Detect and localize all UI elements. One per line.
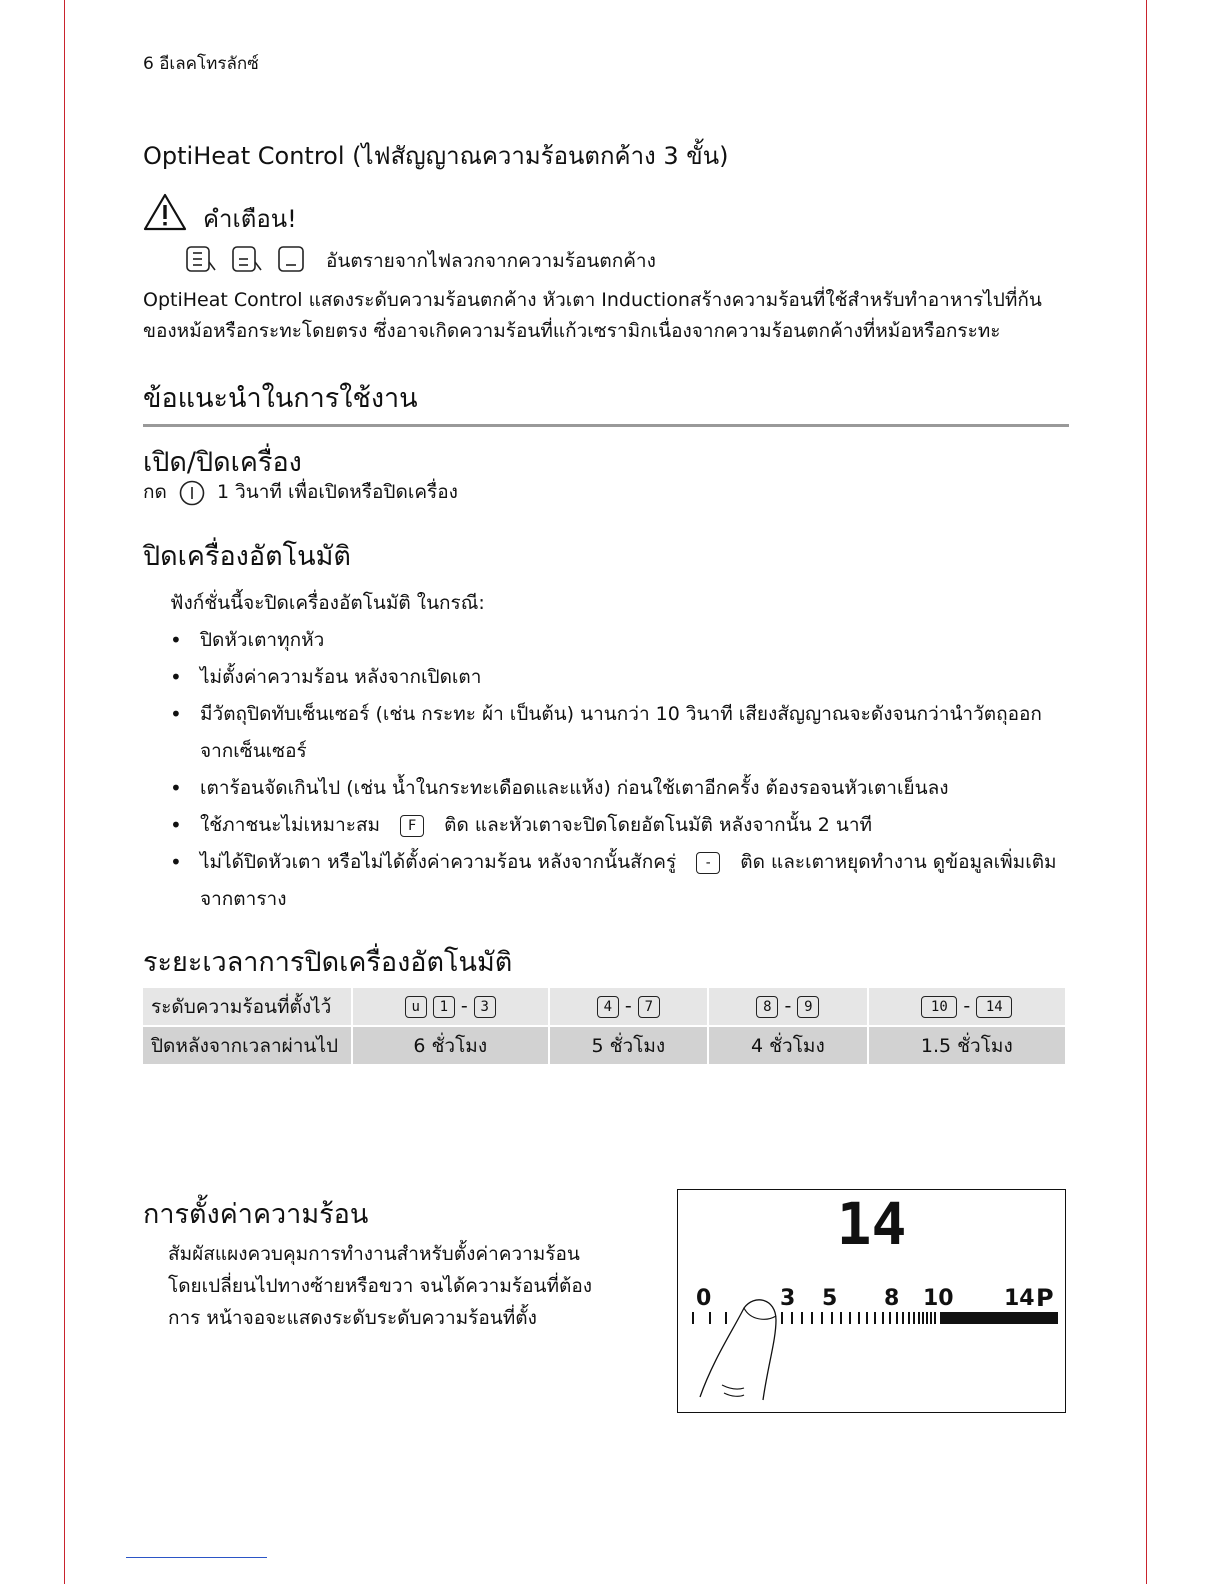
item5-before: ใช้ภาชนะไม่เหมาะสม xyxy=(200,814,381,836)
level-dash: - xyxy=(460,995,468,1018)
heat-readout: 14 xyxy=(836,1190,907,1258)
onoff-prefix: กด xyxy=(143,481,167,503)
level-cell xyxy=(869,988,1065,1025)
level-symbol: 14 xyxy=(976,996,1012,1018)
heat-line-1: สัมผัสแผงควบคุมการทำงานสำหรับตั้งค่าความร้อน xyxy=(168,1243,580,1265)
auto-off-table xyxy=(141,986,1067,1066)
row-label: ระดับความร้อนที่ตั้งไว้ xyxy=(143,988,351,1025)
level-cell xyxy=(353,988,548,1025)
list-item xyxy=(170,807,1070,844)
description-line-2: ของหม้อหรือกระทะโดยตรง ซึ่งอาจเกิดความร้อนที่แก้วเซรามิกเนื่องจากความร้อนตกค้างที่หม้อหรือกระทะ xyxy=(143,320,1001,342)
level-symbol: 9 xyxy=(797,996,819,1018)
level-cell xyxy=(709,988,867,1025)
onoff-text xyxy=(143,478,458,506)
autooff-title: ปิดเครื่องอัตโนมัติ xyxy=(143,541,351,572)
list-item: • มีวัตถุปิดทับเซ็นเซอร์ (เช่น กระทะ ผ้า เป็นต้น) นานกว่า 10 วินาที เสียงสัญญาณจะดังจนกว่านำวัตถุออกจากเซ็นเซอร์ xyxy=(170,696,1070,770)
page-number: 6 อีเลคโทรลักซ์ xyxy=(143,54,259,74)
autooff-list xyxy=(170,622,1070,918)
usage-title: ข้อแนะนำในการใช้งาน xyxy=(143,383,418,414)
heat-title: การตั้งค่าความร้อน xyxy=(143,1199,369,1230)
residual-heat-medium-icon xyxy=(233,247,261,271)
list-item: • เตาร้อนจัดเกินไป (เช่น น้ำในกระทะเดือดและแห้ง) ก่อนใช้เตาอีกครั้ง ต้องรอจนหัวเตาเย็นลง xyxy=(170,770,1070,807)
heat-line-2: โดยเปลี่ยนไปทางซ้ายหรือขวา จนได้ความร้อนที่ต้อง xyxy=(168,1275,593,1297)
level-dash: - xyxy=(784,995,792,1018)
power-button-icon xyxy=(177,480,207,506)
item5-after: ติด และหัวเตาจะปิดโดยอัตโนมัติ หลังจากนั้น 2 นาที xyxy=(444,814,873,836)
slider-fill xyxy=(940,1312,1058,1324)
time-cell: 4 ชั่วโมง xyxy=(709,1027,867,1064)
footer-line xyxy=(126,1557,267,1558)
residual-heat-indicators xyxy=(186,245,308,273)
slider-scale xyxy=(678,1190,1064,1411)
scale-label: 14 xyxy=(1004,1286,1035,1311)
list-item: • ไม่ตั้งค่าความร้อน หลังจากเปิดเตา xyxy=(170,659,1070,696)
indicator-text: อันตรายจากไฟลวกจากความร้อนตกค้าง xyxy=(326,250,656,272)
symbol-f-icon: F xyxy=(400,815,424,837)
row-label: ปิดหลังจากเวลาผ่านไป xyxy=(143,1027,351,1064)
optiheat-title: OptiHeat Control (ไฟสัญญาณความร้อนตกค้าง 3 ขั้น) xyxy=(143,142,729,170)
level-symbol: 8 xyxy=(756,996,778,1018)
level-dash: - xyxy=(624,995,632,1018)
scale-label-power: P xyxy=(1036,1284,1054,1312)
time-cell: 1.5 ชั่วโมง xyxy=(869,1027,1065,1064)
section-divider xyxy=(143,424,1069,427)
residual-heat-high-icon xyxy=(187,247,215,271)
table-row xyxy=(143,988,1065,1025)
level-symbol: 4 xyxy=(597,996,619,1018)
optiheat-description xyxy=(143,285,1083,347)
warning-icon xyxy=(143,192,187,232)
scale-label: 10 xyxy=(923,1286,954,1311)
level-symbol: 10 xyxy=(921,996,957,1018)
warning-label: คำเตือน! xyxy=(203,205,297,233)
list-item xyxy=(170,844,1070,918)
timetable-title: ระยะเวลาการปิดเครื่องอัตโนมัติ xyxy=(143,947,513,978)
onoff-title: เปิด/ปิดเครื่อง xyxy=(143,447,302,478)
finger-icon xyxy=(700,1300,776,1400)
scale-label: 0 xyxy=(696,1286,712,1311)
heat-text xyxy=(168,1238,592,1334)
scale-label: 8 xyxy=(884,1286,900,1311)
symbol-dash-icon: - xyxy=(696,852,720,874)
onoff-suffix: 1 วินาที เพื่อเปิดหรือปิดเครื่อง xyxy=(216,481,458,503)
scale-label: 3 xyxy=(780,1286,796,1311)
control-panel-illustration xyxy=(677,1189,1066,1413)
level-dash: - xyxy=(963,995,971,1018)
scale-label: 5 xyxy=(822,1286,838,1311)
time-cell: 6 ชั่วโมง xyxy=(353,1027,548,1064)
item6-after: ติด และเตาหยุดทำงาน ดูข้อมูลเพิ่มเติมจากตาราง xyxy=(200,851,1057,910)
level-symbol: 1 xyxy=(433,996,455,1018)
description-line-1: OptiHeat Control แสดงระดับความร้อนตกค้าง หัวเตา Inductionสร้างความร้อนที่ใช้สำหรับทำอาหารไปที่ก้น xyxy=(143,289,1042,311)
level-symbol: u xyxy=(405,996,427,1018)
item6-before: ไม่ได้ปิดหัวเตา หรือไม่ได้ตั้งค่าความร้อน หลังจากนั้นสักครู่ xyxy=(200,851,677,873)
heat-line-3: การ หน้าจอจะแสดงระดับระดับความร้อนที่ตั้ง xyxy=(168,1307,537,1329)
list-item: • ปิดหัวเตาทุกหัว xyxy=(170,622,1070,659)
autooff-intro: ฟังก์ชั่นนี้จะปิดเครื่องอัตโนมัติ ในกรณี: xyxy=(170,592,485,614)
time-cell: 5 ชั่วโมง xyxy=(550,1027,708,1064)
residual-heat-low-icon xyxy=(279,247,303,271)
table-row xyxy=(143,1027,1065,1064)
level-cell xyxy=(550,988,708,1025)
level-symbol: 3 xyxy=(474,996,496,1018)
level-symbol: 7 xyxy=(638,996,660,1018)
